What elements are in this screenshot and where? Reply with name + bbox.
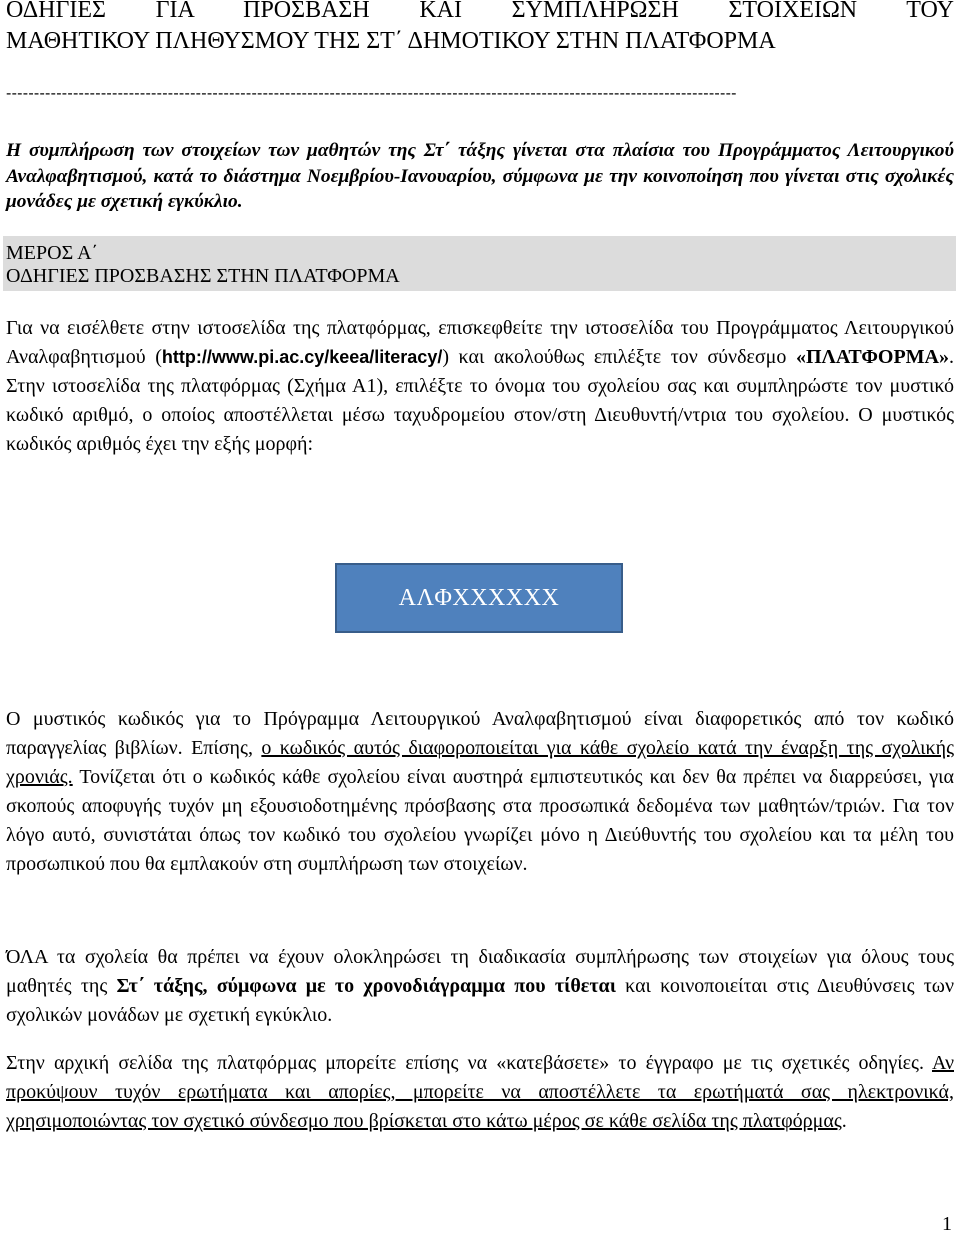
deadline-text-bold: Στ΄ τάξης, σύμφωνα με το χρονοδιάγραμμα που τίθεται xyxy=(116,975,616,997)
platform-link[interactable]: «ΠΛΑΤΦΟΡΜΑ» xyxy=(795,346,949,368)
program-url-link[interactable]: http://www.pi.ac.cy/keea/literacy/ xyxy=(161,347,443,367)
access-instructions-paragraph xyxy=(6,314,954,459)
document-title-line-1: ΟΔΗΓΙΕΣ ΓΙΑ ΠΡΟΣΒΑΣΗ ΚΑΙ ΣΥΜΠΛΗΡΩΣΗ ΣΤΟΙΧΕΙΩΝ ΤΟΥ xyxy=(6,0,954,23)
deadline-paragraph xyxy=(6,943,954,1030)
section-part-label: ΜΕΡΟΣ Α΄ xyxy=(6,242,99,264)
page-number: 1 xyxy=(942,1213,952,1235)
support-paragraph xyxy=(6,1049,954,1136)
code-format-box: ΑΛΦΧΧΧΧΧΧ xyxy=(335,563,623,633)
deadline-text-a: ΌΛΑ τα σχολεία θα πρέπει να έχουν ολοκληρώσει τη διαδικασία συμπλήρωσης των στοιχείων για όλους τους μαθητές της xyxy=(6,946,954,997)
separator-line: ----------------------------------------------------------------------------------------------------------------------------------- xyxy=(6,85,737,102)
code-text-underlined: ο κωδικός αυτός διαφοροποιείται για κάθε σχολείο κατά την έναρξη της σχολικής χρονιάς. xyxy=(6,737,954,788)
document-title-line-2: ΜΑΘΗΤΙΚΟΥ ΠΛΗΘΥΣΜΟΥ ΤΗΣ ΣΤ΄ ΔΗΜΟΤΙΚΟΥ ΣΤΗΝ ΠΛΑΤΦΟΡΜΑ xyxy=(6,28,776,54)
access-text-a: Για να εισέλθετε στην ιστοσελίδα της πλατφόρμας, επισκεφθείτε την ιστοσελίδα του Προγράμματος Λειτουργικού Αναλφαβητισμού ( xyxy=(6,317,954,368)
access-text-b: ) και ακολούθως επιλέξτε τον σύνδεσμο xyxy=(442,346,796,368)
section-header xyxy=(3,236,956,291)
code-text-a: Ο μυστικός κωδικός για το Πρόγραμμα Λειτουργικού Αναλφαβητισμού είναι διαφορετικός από τον κωδικό παραγγελίας βιβλίων. Επίσης, xyxy=(6,708,954,759)
code-confidentiality-paragraph xyxy=(6,705,954,879)
support-text-a: Στην αρχική σελίδα της πλατφόρμας μπορείτε επίσης να «κατεβάσετε» το έγγραφο με τις σχετικές οδηγίες. xyxy=(6,1052,932,1074)
intro-paragraph: Η συμπλήρωση των στοιχείων των μαθητών της Στ΄ τάξης γίνεται στα πλαίσια του Προγράμματος Λειτουργικού Αναλφαβητισμού, κατά το διάστημα Νοεμβρίου-Ιανουαρίου, σύμφωνα με την κοινοποίηση που γίνεται στις σχολικές μονάδες με σχετική εγκύκλιο. xyxy=(6,140,954,212)
support-text-b: . xyxy=(841,1110,847,1132)
deadline-text-b: και κοινοποιείται στις Διευθύνσεις των σχολικών μονάδων με σχετική εγκύκλιο. xyxy=(6,975,954,1026)
support-text-underlined: Αν προκύψουν τυχόν ερωτήματα και απορίες, μπορείτε να αποστέλλετε τα ερωτήματά σας ηλεκτρονικά, χρησιμοποιώντας τον σχετικό σύνδεσμο που βρίσκεται στο κάτω μέρος σε κάθε σελίδα της πλατφόρμας xyxy=(6,1052,954,1132)
access-text-c: . Στην ιστοσελίδα της πλατφόρμας (Σχήμα Α1), επιλέξτε το όνομα του σχολείου σας και συμπληρώστε τον μυστικό κωδικό αριθμό, ο οποίος αποστέλλεται μέσω ταχυδρομείου στον/στη Διευθυντή/ντρια του σχολείου. Ο μυστικός κωδικός αριθμός έχει την εξής μορφή: xyxy=(6,346,954,455)
section-title: ΟΔΗΓΙΕΣ ΠΡΟΣΒΑΣΗΣ ΣΤΗΝ ΠΛΑΤΦΟΡΜΑ xyxy=(6,265,400,287)
code-text-b: Τονίζεται ότι ο κωδικός κάθε σχολείου είναι αυστηρά εμπιστευτικός και δεν θα πρέπει να διαρρεύσει, για σκοπούς αποφυγής τυχόν μη εξουσιοδοτημένης πρόσβασης στα προσωπικά δεδομένα των μαθητών/τριών. Για τον λόγο αυτό, συνιστάται όπως τον κωδικό του σχολείου γνωρίζει μόνο η Διεύθυντής του σχολείου και τα μέλη του προσωπικού που θα εμπλακούν στη συμπλήρωση των στοιχείων. xyxy=(6,766,954,875)
